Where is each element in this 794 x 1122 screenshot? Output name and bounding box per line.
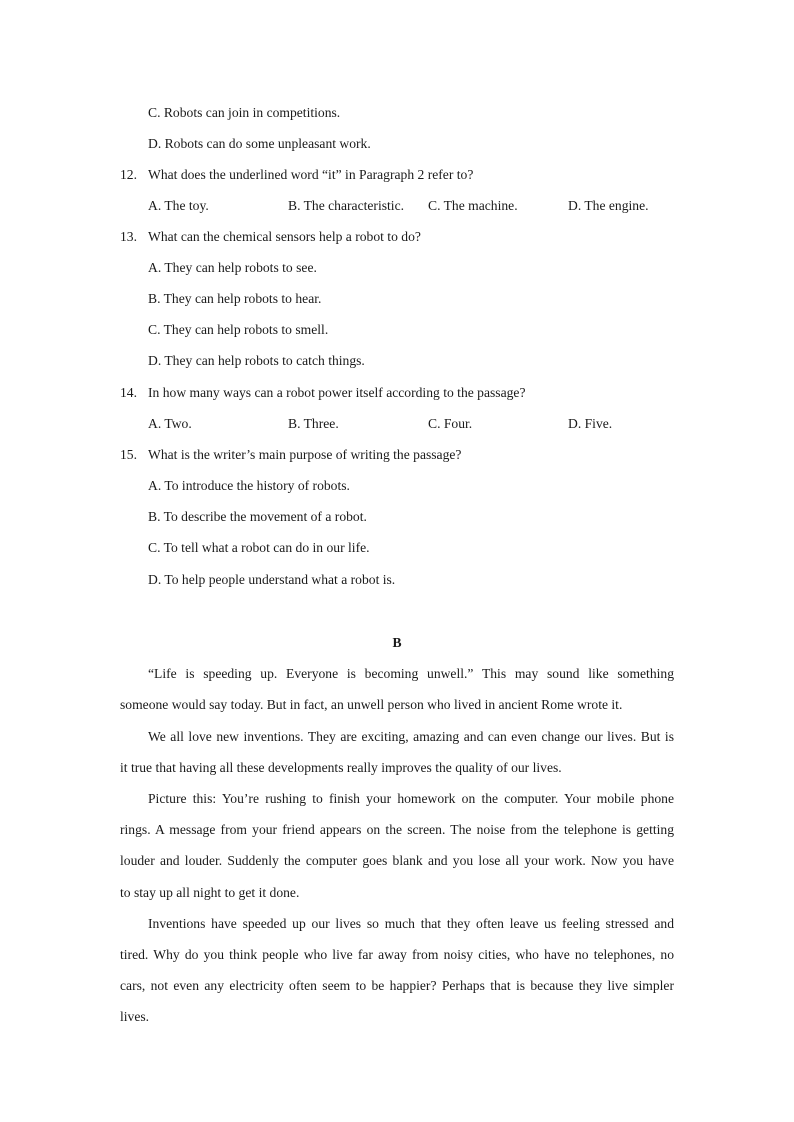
option-c-q13: C. They can help robots to smell. [148,322,329,337]
option-a-q15: A. To introduce the history of robots. [148,478,350,493]
paragraph-line: “Life is speeding up. Everyone is becoming unwell.” This may sound like something [148,666,674,681]
paragraph-line: someone would say today. But in fact, an unwell person who lived in ancient Rome wrote it. [120,697,623,712]
question-number: 12. [120,167,137,182]
option-c-q14: C. Four. [428,416,473,431]
question-text: What is the writer’s main purpose of writing the passage? [148,447,462,462]
question-text: What does the underlined word “it” in Paragraph 2 refer to? [148,167,474,182]
option-b-q12: B. The characteristic. [288,198,404,213]
option-d-q11: D. Robots can do some unpleasant work. [148,136,371,151]
option-a-q12: A. The toy. [148,198,209,213]
question-number: 14. [120,385,137,400]
paragraph-line: it true that having all these developments really improves the quality of our lives. [120,760,562,775]
option-a-q13: A. They can help robots to see. [148,260,317,275]
paragraph-line: We all love new inventions. They are exciting, amazing and can even change our lives. But is [148,729,674,744]
paragraph-line: louder and louder. Suddenly the computer goes blank and you lose all your work. Now you have [120,853,674,868]
option-d-q12: D. The engine. [568,198,649,213]
paragraph-line: Picture this: You’re rushing to finish your homework on the computer. Your mobile phone [148,791,674,806]
question-12 [120,166,473,184]
option-d-q15: D. To help people understand what a robot is. [148,572,396,587]
paragraph-line: cars, not even any electricity often seem to be happier? Perhaps that is because they live simpler [120,978,674,993]
section-heading: B [392,635,402,650]
option-c-q11: C. Robots can join in competitions. [148,105,341,120]
paragraph-line: Inventions have speeded up our lives so much that they often leave us feeling stressed and [148,916,674,931]
option-d-q13: D. They can help robots to catch things. [148,353,365,368]
paragraph-line: lives. [120,1009,150,1024]
option-b-q14: B. Three. [288,416,339,431]
option-d-q14: D. Five. [568,416,613,431]
question-text: What can the chemical sensors help a robot to do? [148,229,421,244]
paragraph-line: to stay up all night to get it done. [120,885,300,900]
option-b-q13: B. They can help robots to hear. [148,291,322,306]
paragraph-line: tired. Why do you think people who live far away from noisy cities, who have no telephones, no [120,947,674,962]
question-13 [120,228,421,246]
option-c-q15: C. To tell what a robot can do in our life. [148,540,370,555]
question-text: In how many ways can a robot power itself according to the passage? [148,385,526,400]
question-number: 15. [120,447,137,462]
option-a-q14: A. Two. [148,416,192,431]
paragraph-line: rings. A message from your friend appears on the screen. The noise from the telephone is getting [120,822,674,837]
question-15 [120,446,461,464]
question-14 [120,384,525,402]
option-b-q15: B. To describe the movement of a robot. [148,509,367,524]
option-c-q12: C. The machine. [428,198,518,213]
question-number: 13. [120,229,137,244]
